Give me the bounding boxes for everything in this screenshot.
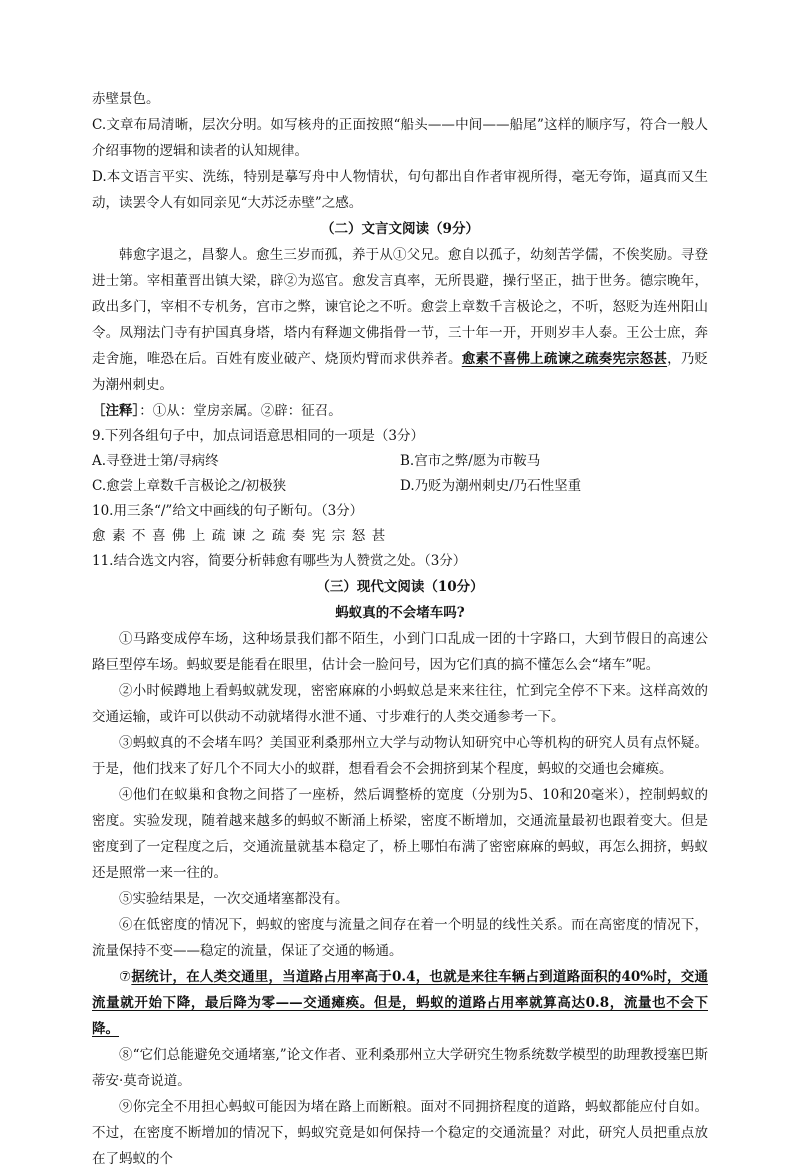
paragraph-6: ⑥在低密度的情况下，蚂蚁的密度与流量之间存在着一个明显的线性关系。而在高密度的情况下，流量保持不变——稳定的流量，保证了交通的畅通。 (92, 917, 708, 959)
option-b: B.宫市之弊/愿为市鞍马 (400, 453, 541, 469)
option-c: C.愈尝上章数千言极论之/初极狭 (92, 478, 287, 494)
text-line: 赤壁景色。 (92, 91, 160, 107)
question-10-sentence: 愈素不喜佛上疏谏之疏奏宪宗怒甚 (92, 528, 392, 544)
paragraph-1: ①马路变成停车场，这种场景我们都不陌生，小到门口乱成一团的十字路口，大到节假日的高速公路巨型停车场。蚂蚁要是能看在眼里，估计会一脸问号，因为它们真的搞不懂怎么会“堵车”呢。 (92, 631, 708, 673)
paragraph-7 (92, 964, 708, 1042)
option-d: D.本文语言平实、洗练，特别是摹写舟中人物情状，句句都出自作者审视所得，毫无夸饰，逼真而又生动，读罢令人有如同亲见“大苏泛赤壁”之感。 (92, 169, 708, 211)
paragraph-5: ⑤实验结果是，一次交通堵塞都没有。 (119, 891, 349, 907)
passage-text: 韩愈字退之，昌黎人。愈生三岁而孤，养于从①父兄。愈自以孤子，幼刻苦学儒，不俟奖励。寻登进士第。宰相董晋出镇大梁，辟②为巡官。愈发言真率，无所畏避，操行坚正，拙于世务。德宗晚年，政出多门，宰相不专机务，宫市之弊，谏官论之不听。愈尝上章数千言极论之，不听，怒贬为连州阳山令。凤翔法门寺有护国真身塔，塔内有释迦文佛指骨一节，三十年一开，开则岁丰人泰。王公士庶，奔走舍施，唯恐在后。百姓有废业破产、烧顶灼臂而求供养者。 (92, 247, 708, 367)
paragraph-8: ⑧“它们总能避免交通堵塞,”论文作者、亚利桑那州立大学研究生物系统数学模型的助理教授塞巴斯蒂安·莫奇说道。 (92, 1047, 708, 1089)
question-10: 10.用三条“/”给文中画线的句子断句。（3分） (92, 503, 364, 519)
question-9: 9.下列各组句子中，加点词语意思相同的一项是（3分） (92, 428, 424, 444)
paragraph-7-number: ⑦ (119, 969, 132, 985)
option-a: A.寻登进士第/寻病终 (92, 453, 219, 469)
question-11: 11.结合选文内容，简要分析韩愈有哪些为人赞赏之处。（3分） (92, 553, 467, 569)
question-9-options (92, 449, 708, 499)
annotation-label: ［注释］ (92, 403, 140, 419)
paragraph-3: ③蚂蚁真的不会堵车吗？美国亚利桑那州立大学与动物认知研究中心等机构的研究人员有点怀疑。于是，他们找来了好几个不同大小的蚁群，想看看会不会拥挤到某个程度，蚂蚁的交通也会瘫痪。 (92, 735, 708, 777)
annotation (92, 398, 708, 424)
article-title: 蚂蚁真的不会堵车吗? (335, 605, 465, 621)
annotation-text: ：①从：堂房亲属。②辟：征召。 (139, 403, 342, 419)
paragraph-7-underlined: 据统计，在人类交通里，当道路占用率高于0.4，也就是来往车辆占到道路面积的40%时，交通流量就开始下降，最后降为零——交通瘫痪。但是，蚂蚁的道路占用率就算高达0.8，流量也不会下降。 (92, 969, 708, 1037)
section-heading-classical: （二）文言文阅读（9分） (321, 221, 479, 237)
classical-passage (92, 242, 708, 398)
option-c: C.文章布局清晰，层次分明。如写核舟的正面按照“船头——中间——船尾”这样的顺序写，符合一般人介绍事物的逻辑和读者的认知规律。 (92, 117, 708, 159)
paragraph-9: ⑨你完全不用担心蚂蚁可能因为堵在路上而断粮。面对不同拥挤程度的道路，蚂蚁都能应付自如。不过，在密度不断增加的情况下，蚂蚁究竟是如何保持一个稳定的交通流量？对此，研究人员把重点放在了蚂蚁的个 (92, 1099, 708, 1167)
option-d: D.乃贬为潮州刺史/乃石性坚重 (400, 478, 582, 494)
paragraph-2: ②小时候蹲地上看蚂蚁就发现，密密麻麻的小蚂蚁总是来来往往，忙到完全停不下来。这样高效的交通运输，或许可以供动不动就堵得水泄不通、寸步难行的人类交通参考一下。 (92, 683, 708, 725)
passage-text-end: ，乃贬为潮州刺史。 (92, 351, 709, 393)
underlined-sentence: 愈素不喜佛上疏谏之疏奏宪宗怒甚 (461, 351, 668, 367)
paragraph-4: ④他们在蚁巢和食物之间搭了一座桥，然后调整桥的宽度（分别为5、10和20毫米），控制蚂蚁的密度。实验发现，随着越来越多的蚂蚁不断涌上桥梁，密度不断增加，交通流量最初也跟着变大。但是密度到了一定程度之后，交通流量就基本稳定了，桥上哪怕布满了密密麻麻的蚂蚁，再怎么拥挤，蚂蚁还是照常一来一往的。 (92, 787, 708, 881)
section-heading-modern: （三）现代文阅读（10分） (316, 579, 484, 595)
exam-page (92, 86, 708, 1172)
